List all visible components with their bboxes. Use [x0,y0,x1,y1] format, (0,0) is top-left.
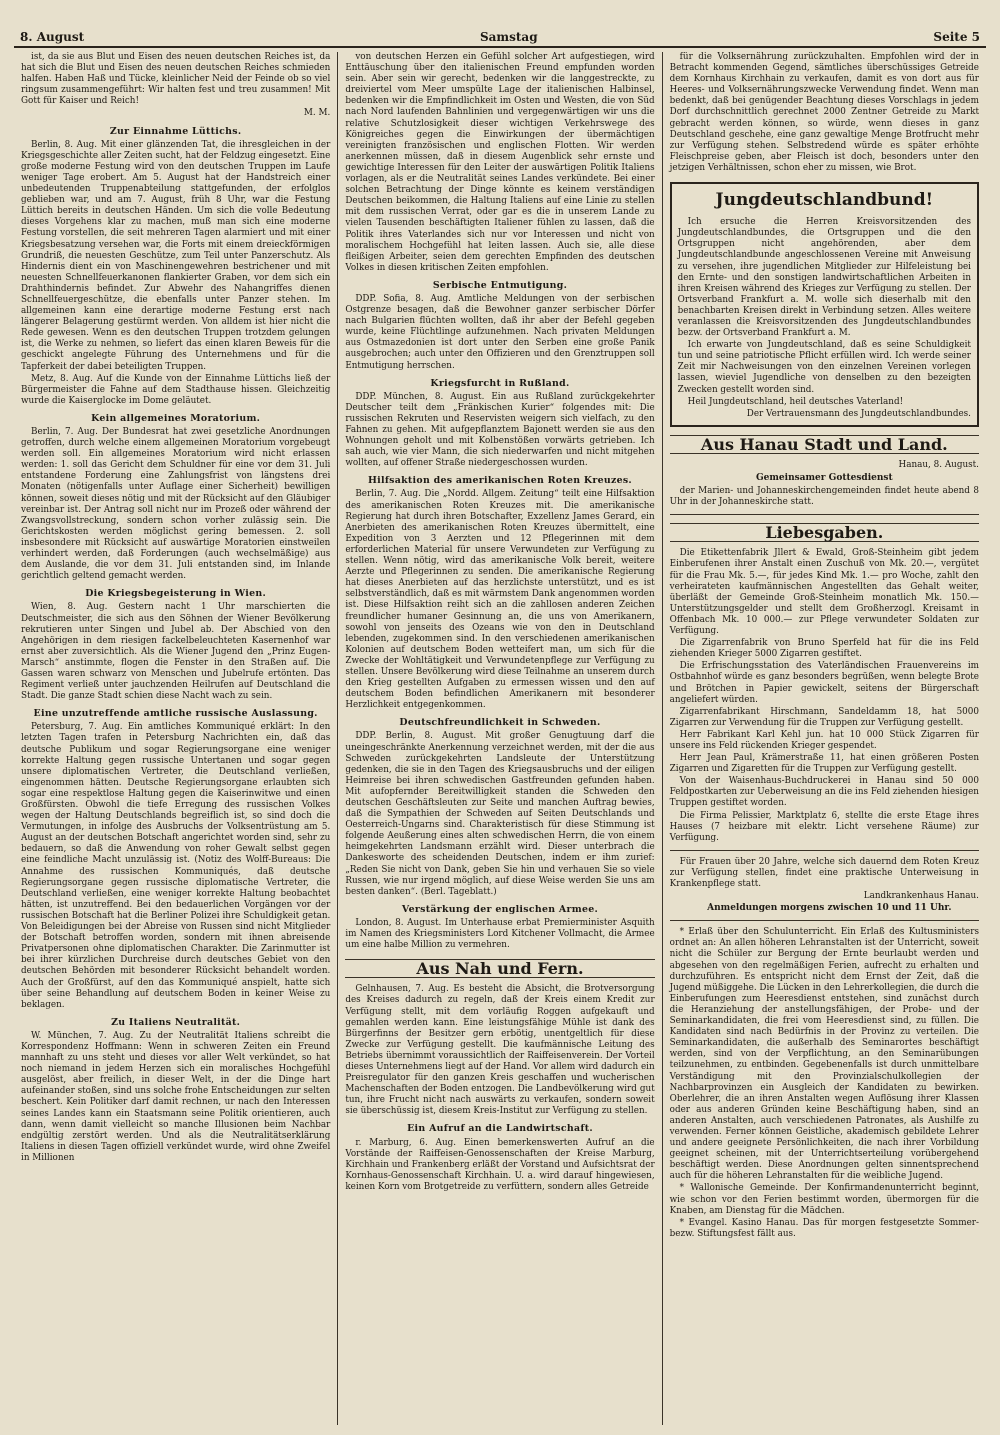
notice-text: Ich erwarte von Jungdeutschland, daß es seine Schuldigkeit tun und seine patriotische Pflicht erfüllen wird. Ich werde seiner Zeit mir Nachweisungen von den einzelnen Vereinen vorlegen lassen, wieviel Jugendliche von denselben zu den bezeigten Zwecken gestellt worden sind. [677,340,971,395]
headline-russland: Kriegsfurcht in Rußland. [430,377,570,389]
headline-italien: Zu Italiens Neutralität. [111,1016,241,1028]
column-1 [14,52,337,1425]
divider [670,514,979,515]
article-text: Von der Waisenhaus-Buchdruckerei in Hanau sind 50 000 Feldpostkarten zur Ueberweisung an die ins Feld ziehenden hiesigen Truppen gestiftet worden. [669,776,979,809]
section-title-hanau: Aus Hanau Stadt und Land. [670,435,979,454]
article-text: Berlin, 7. Aug. Der Bundesrat hat zwei gesetzliche Anordnungen getroffen, durch welche einem allgemeinen Moratorium vorgebeugt werden soll. Ein allgemeines Moratorium wird nicht erlassen werden: 1. soll das Gericht dem Schuldner für eine vor dem 31. Juli entstandene Forderung eine Zahlungsfrist von längstens drei Monaten (nötigenfalls unter Auflage einer Sicherheit) bewilligen können, soweit dieses nötig und mit der Rücksicht auf den Gläubiger vereinbar ist. Der Antrag soll nicht nur im Prozeß oder während der Zwangsvollstreckung, sondern schon vorher zulässig sein. Die Gerichtskosten werden möglichst gering bemessen. 2. soll insbesondere mit Rücksicht auf auswärtige Moratorien einstweilen verhindert werden, daß Forderungen (auch wechselmäßige) aus dem Auslande, die vor dem 31. Juli entstanden sind, im Inlande gerichtlich geltend gemacht werden. [21,427,331,582]
headline-moratorium: Kein allgemeines Moratorium. [91,412,261,424]
article-note: Anmeldungen morgens zwischen 10 und 11 Uhr. [707,903,952,914]
article-text: * Erlaß über den Schulunterricht. Ein Erlaß des Kultusministers ordnet an: An allen höheren Lehranstalten ist der Unterricht, soweit nicht die Schüler zur Bergung der Ernte beurlaubt werden und abgesehen von den regelmäßigen Ferien, aufrecht zu erhalten und durchzuführen. Es entspricht nicht dem Ernst der Zeit, daß die Jugend müßiggehe. Die Lücken in den Lehrerkollegien, die durch die Einberufungen zum Heeresdienst entstehen, sind zunächst durch die Heranziehung der anstellungsfähigen, der Probe- und der Seminarkandidaten, die frei vom Heeresdienst sind, zu füllen. Die Kandidaten sind nach Bedürfnis in der Provinz zu verteilen. Die Seminarkandidaten, die außerhalb des Seminarortes beschäftigt werden, sind von der Verpflichtung, an den Seminarübungen teilzunehmen, zu entbinden. Gegebenenfalls ist durch unmittelbare Verständigung mit den Provinzialschulkollegien der Nachbarprovinzen ein Ausgleich der Kandidaten zu bewirken. Oberlehrer, die an ihren Anstalten wegen Auflösung ihrer Klassen oder aus anderen Gründen keine Beschäftigung haben, sind an anderen Anstalten, auch verschiedenen Patronates, als Aushilfe zu verwenden. Ferner können Geistliche, akademisch gebildete Lehrer und andere geeignete Persönlichkeiten, die nach ihrer Vorbildung geeignet scheinen, mit der Unterrichtserteilung vorübergehend beschäftigt werden. Diese Anordnungen gelten sinnentsprechend auch für die höheren Lehranstalten für die weibliche Jugend. [669,927,979,1182]
article-text: Herr Fabrikant Karl Kehl jun. hat 10 000 Stück Zigarren für unsere ins Feld rückenden Krieger gespendet. [669,729,979,751]
article-text: DDP. Berlin, 8. August. Mit großer Genugtuung darf die uneingeschränkte Anerkennung verzeichnet werden, mit der die aus Schweden zurückgekehrten Landsleute der Unterstützung gedenken, die sie in den Tagen des Kriegsausbruchs und der eiligen Heimreise bei ihren schwedischen Gastfreunden gefunden haben. Mit aufopfernder Bereitwilligkeit standen die Schweden den deutschen Geschäftsleuten zur Seite und manchen Auftrag bewies, daß die Sympathien der Schweden auf Seiten Deutschlands und Oesterreich-Ungarns sind. Charakteristisch für diese Stimmung ist folgende Aeußerung eines alten schwedischen Herrn, die von einem heimgekehrten Landsmann erzählt wird. Dieser unterbrach die Dankesworte des scheidenden Deutschen, indem er ihm zurief: „Reden Sie nicht von Dank, geben Sie hin und verhauen Sie so viele Russen, wie nur irgend möglich, auf diese Weise werden Sie uns am besten danken“. (Berl. Tageblatt.) [345,731,655,897]
article-text: DDP. Sofia, 8. Aug. Amtliche Meldungen von der serbischen Ostgrenze besagen, daß die Bewohner ganzer serbischer Dörfer nach Bulgarien flüchten wollten, daß ihr aber der Befehl gegeben wurde, keine Flüchtlinge aufzunehmen. Nach privaten Meldungen aus Ostmazedonien ist dort unter den Serben eine große Panik ausgebrochen; auch unter den Offizieren und den Grenztruppen soll Entmutigung herrschen. [345,293,655,371]
divider [670,850,979,851]
article-text: Wien, 8. Aug. Gestern nacht 1 Uhr marschierten die Deutschmeister, die sich aus den Söhnen der Wiener Bevölkerung rekrutieren unter Singen und Jubel ab. Der Abschied von den Angehörigen in dem riesigen fackelbeleuchteten Kasernenhof war ernst aber zuversichtlich. Als die Wiener Jugend den „Prinz Eugen-Marsch“ anstimmte, flogen die Fenster in den Straßen auf. Die Gassen waren schwarz von Menschen und Jubelrufe ertönten. Das Regiment verließ unter jauchzenden Heilrufen auf Deutschland die Stadt. Die ganze Stadt schien diese Nacht wach zu sein. [21,602,331,702]
notice-box-jungdeutschland [670,182,979,427]
article-text: Die Zigarrenfabrik von Bruno Sperfeld hat für die ins Feld ziehenden Krieger 5000 Zigarren gestiftet. [669,638,979,660]
article-text: London, 8. August. Im Unterhause erbat Premierminister Asquith im Namen des Kriegsministers Lord Kitchener Vollmacht, die Armee um eine halbe Million zu vermehren. [345,917,655,951]
page-header [14,26,986,48]
notice-text: Ich ersuche die Herren Kreisvorsitzenden des Jungdeutschlandbundes, die Ortsgruppen und die den Ortsgruppen nicht angehörenden, aber dem Jungdeutschlandbunde angeschlossenen Vereine mit Anweisung zu versehen, ihre jugendlichen Mitglieder zur Hilfeleistung bei den Ernte- und den sonstigen landwirtschaftlichen Arbeiten in ihren Kreisen während des Krieges zur Verfügung zu stellen. Der Ortsverband Frankfurt a. M. wolle sich dieserhalb mit den benachbarten Kreisen direkt in Verbindung setzen. Alles weitere veranlassen die Kreisvorsitzenden des Jungdeutschlandbundes bezw. der Ortsverband Frankfurt a. M. [677,217,971,339]
article-text: Petersburg, 7. Aug. Ein amtliches Kommuniqué erklärt: In den letzten Tagen trafen in Petersburg Nachrichten ein, daß das deutsche Publikum und sogar Regierungsorgane eine weniger korrekte Haltung gegen russische Untertanen und sogar gegen unsere diplomatischen Vertreter, die Deutschland verließen, eingenommen hätten. Deutsche Regierungsorgane erlaubten sich sogar eine respektlose Haltung gegen die Kaiserinwitwe und einen Großfürsten. Obwohl die tiefe Erregung des russischen Volkes wegen der Haltung Deutschlands begreiflich ist, so sind doch die Vermutungen, in infolge des Ausbruchs der Volksentrüstung am 5. August an der deutschen Botschaft angerichtet worden sind, sehr zu bedauern, so daß die Anwendung von roher Gewalt selbst gegen eine feindliche Macht unzulässig ist. (Notiz des Wolff-Bureaus: Die Annahme des russischen Kommuniqués, daß deutsche Regierungsorgane gegen russische diplomatische Vertreter, die Deutschland verließen, eine weniger korrekte Haltung beobachtet hätten, ist unzutreffend. Bei den bedauerlichen Vorgängen vor der russischen Botschaft hat die Berliner Polizei ihre Schuldigkeit getan. Von Beleidigungen bei der Abreise von Russen sind nicht Mitglieder der Botschaft betroffen worden, sondern mit ihnen abreisende Privatpersonen ohne diplomatischen Charakter. Die Zarinmutter ist bei ihrer kürzlichen Durchreise durch deutsches Gebiet von den deutschen Behörden mit besonderer Rücksicht behandelt worden. Auch der Großfürst, auf den das Kommuniqué anspielt, hatte sich über seine Behandlung auf deutschem Boden in keiner Weise zu beklagen. [21,722,331,1010]
headline-gottesdienst: Gemeinsamer Gottesdienst [755,473,893,483]
article-text: Herr Jean Paul, Krämerstraße 11, hat einen größeren Posten Zigarren und Zigaretten für die Truppen zur Verfügung gestellt. [669,753,979,775]
article-text: Zigarrenfabrikant Hirschmann, Sandeldamm 18, hat 5000 Zigarren zur Verwendung für die Truppen zur Verfügung gestellt. [669,706,979,728]
article-text: Berlin, 8. Aug. Mit einer glänzenden Tat, die ihresgleichen in der Kriegsgeschichte aller Zeiten sucht, hat der Feldzug eingesetzt. Eine große moderne Festung wird von den deutschen Truppen im Laufe weniger Tage erobert. Am 5. August hat der Handstreich einer unbedeutenden Truppenabteilung stattgefunden, der erfolglos geblieben war, und am 7. August, früh 8 Uhr, war die Festung Lüttich bereits in deutschen Händen. Um sich die volle Bedeutung dieses Vorgehens klar zu machen, muß man sich eine moderne Festung vorstellen, die seit mehreren Tagen alarmiert und mit einer Kriegsbesatzung versehen war, die Forts mit einem dreieckförmigen Grundriß, die neuesten Geschütze, zum Teil unter Panzerschutz. Als Hindernis dient ein von Maschinengewehren bestrichener und mit neuesten Schnellfeuerkanonen flankierter Graben, vor dem sich ein Drahthindernis befindet. Zur Abwehr des Nahangriffes dienen Schnellfeuergeschütze, die ebenfalls unter Panzer stehen. Im allgemeinen kann eine derartige moderne Festung erst nach längerer Belagerung gestürmt werden. Von alldem ist hier nicht die Rede gewesen. Wenn es den deutschen Truppen trotzdem gelungen ist, die Werke zu nehmen, so liefert das einen klaren Beweis für die geschickt angelegte Führung des Unternehmens und für die Tapferkeit der dabei beteiligten Truppen. [21,139,331,372]
article-text: für die Volksernährung zurückzuhalten. Empfohlen wird der in Betracht kommenden Gegend, sämtliches überschüssiges Getreide dem Kornhaus Kirchhain zu verkaufen, damit es von dort aus für Heeres- und Volksernährungszwecke Verwendung findet. Wenn man bedenkt, daß bei genügender Beachtung dieses Vorschlags in jedem Dorf durchschnittlich gerechnet 2000 Zentner Getreide zu Markt gebracht werden können, so würde, wenn dieses in ganz Deutschland geschehe, eine ganz gewaltige Menge Brotfrucht mehr zur Verfügung stehen. Selbstredend würde es später erhöhte Fleischpreise geben, aber Fleisch ist doch, besonders unter den jetzigen Verhältnissen, schon eher zu missen, wie Brot. [669,52,979,173]
article-text: Metz, 8. Aug. Auf die Kunde von der Einnahme Lüttichs ließ der Bürgermeister die Fahne auf dem Stadthause hissen. Gleichzeitig wurde die Kaiserglocke im Dome geläutet. [21,373,331,406]
headline-russische-auslassung: Eine unzutreffende amtliche russische Auslassung. [33,708,318,720]
notice-title: Jungdeutschlandbund! [715,190,934,211]
section-title-nah-fern: Aus Nah und Fern. [345,959,654,978]
columns [14,52,986,1425]
headline-england: Verstärkung der englischen Armee. [401,903,599,915]
notice-signature: Der Vertrauensmann des Jungdeutschlandbundes. [746,408,971,419]
headline-serbien: Serbische Entmutigung. [432,279,568,291]
article-text: W. München, 7. Aug. Zu der Neutralität Italiens schreibt die Korrespondenz Hoffmann: Wenn in schweren Zeiten ein Freund mannhaft zu uns steht und dieses vor aller Welt verkündet, so hat noch niemand in jedem Herzen sich ein moralisches Hochgefühl ausgelöst, aber freilich, in dieser Welt, in der die Dinge hart aufeinander stoßen, sind uns solche frohe Entscheidungen zur selten beschert. Kein Politiker darf damit rechnen, ur nach den Interessen seines Landes kann ein Staatsmann seine Politik orientieren, auch dann, wenn damit vielleicht so manche Illusionen beim Nachbar endgültig zerstört werden. Und als die Neutralitätserklärung Italiens in diesen Tagen offiziell verkündet wurde, wird ohne Zweifel in Millionen [21,1030,331,1163]
headline-rotes-kreuz: Hilfsaktion des amerikanischen Roten Kreuzes. [367,475,632,487]
article-text: Die Etikettenfabrik Jllert & Ewald, Groß-Steinheim gibt jedem Einberufenen ihrer Anstalt einen Zuschuß von Mk. 20.—, vergütet für die Frau Mk. 5.—, für jedes Kind Mk. 1.— pro Woche, zahlt den verheirateten kaufmännischen Angestellten das Gehalt weiter, überläßt der Gemeinde Groß-Steinheim monatlich Mk. 150.— Unterstützungsgelder und stellt dem Großherzogl. Kreisamt in Offenbach Mk. 10 000.— zur Pflege verwundeter Soldaten zur Verfügung. [669,548,979,637]
article-text: von deutschen Herzen ein Gefühl solcher Art aufgestiegen, wird Enttäuschung über den italienischen Freund empfunden worden sein. Aber sein wir gerecht, bedenken wir die langgestreckte, zu dreiviertel vom Meer umspülte Lage der italienischen Halbinsel, bedenken wir die Empfindlichkeit im Osten und Westen, die von Süd nach Nord laufenden Bahnlinien und vergegenwärtigen wir uns die relative Schutzlosigkeit dieser wichtigen Verkehrswege des Königreiches gegen die Einwirkungen der übermächtigen vereinigten französischen und englischen Flotten. Wir werden anerkennen müssen, daß in diesem Augenblick sehr ernste und gewichtige Interessen für den Leiter der auswärtigen Politik Italiens vorlagen, als er die Neutralität seines Landes verkündete. Bei einer solchen Betrachtung der Dinge könnte es keinem verständigen Deutschen beikommen, die Haltung Italiens auf eine Linie zu stellen mit dem russischen Verrat, oder gar es die in unserem Lande zu vielen Tausenden beschäftigten Italiener fühlen zu lassen, daß die Politik ihres Vaterlandes sich nur vor Interessen und nicht von moralischem Hochgefühl hat leiten lassen. Auch sie, alle diese fleißigen Arbeiter, seien dem gerechten Empfinden des deutschen Volkes in diesen kritischen Zeiten empfohlen. [345,52,655,273]
article-signature: Landkrankenhaus Hanau. [863,891,979,902]
column-3 [662,52,986,1425]
notice-text: Heil Jungdeutschland, heil deutsches Vaterland! [687,396,904,407]
section-dateline: Hanau, 8. August. [898,459,979,470]
article-text: Für Frauen über 20 Jahre, welche sich dauernd dem Roten Kreuz zur Verfügung stellen, findet eine praktische Unterweisung in Krankenpflege statt. [669,856,979,889]
header-day: Samstag [479,30,538,44]
article-text: Die Erfrischungsstation des Vaterländischen Frauenvereins im Ostbahnhof würde es ganz besonders begrüßen, wenn belegte Brote und Brötchen in Papier gewickelt, seitens der Bürgerschaft angeliefert würden. [669,661,979,705]
article-text: ist, da sie aus Blut und Eisen des neuen deutschen Reiches ist, da hat sich die Blut und Eisen des neuen deutschen Reiches schmieden halfen. Haben Haß und Tücke, kleinlicher Neid der Feinde ob so viel ringsum zusammengeführt: Wir halten fest und treu zusammen! Mit Gott für Kaiser und Reich! [21,52,331,107]
article-text: DDP. München, 8. August. Ein aus Rußland zurückgekehrter Deutscher teilt dem „Fränkischen Kurier“ folgendes mit: Die russischen Rekruten und Reservisten weigern sich vielfach, zu den Fahnen zu gehen. Mit aufgepflanztem Bajonett werden sie aus den Wohnungen geholt und mit Kolbenstößen vorwärts getrieben. Ich sah auch, wie vier Mann, die sich niederwarfen und nicht mitgehen wollten, auf offener Straße niedergeschossen wurden. [345,391,655,469]
article-text: Gelnhausen, 7. Aug. Es besteht die Absicht, die Brotversorgung des Kreises dadurch zu regeln, daß der Kreis einem Kredit zur Verfügung stellt, mit dem vorläufig Roggen aufgekauft und gemahlen werden kann. Eine leistungsfähige Mühle ist dank des Bürgerfinns der Besitzer gern erbötig, unentgeltlich für diese Zwecke zur Verfügung gestellt. Die kaufmännische Leitung des Betriebs übernimmt voraussichtlich der Raiffeisenverein. Der Vorteil dieses Unternehmens liegt auf der Hand. Vor allem wird dadurch ein Preisregulator für den ganzen Kreis geschaffen und wucherischen Machenschaften der Boden entzogen. Die Landbevölkerung wird gut tun, ihre Frucht nicht nach auswärts zu verkaufen, sondern soweit sie überschüssig ist, diesem Kreis-Institut zur Verfügung zu stellen. [345,984,655,1117]
article-text: Berlin, 7. Aug. Die „Nordd. Allgem. Zeitung“ teilt eine Hilfsaktion des amerikanischen Roten Kreuzes mit. Die amerikanische Regierung hat durch ihren Botschafter, Exzellenz James Gerard, ein Anerbieten des amerikanischen Roten Kreuzes übermittelt, eine Expedition von 3 Aerzten und 12 Pflegerinnen mit dem erforderlichen Material für unsere Verwundeten zur Verfügung zu stellen. Wenn nötig, wird das amerikanische Volk bereit, weitere Aerzte und Pflegerinnen zu senden. Die amerikanische Regierung hat dieses Anerbieten auf das herzlichste unterstützt, und es ist selbstverständlich, daß es mit wärmstem Dank angenommen worden ist. Diese Hilfsaktion reiht sich an die zahllosen anderen Zeichen freundlicher humaner Gesinnung an, die uns von Amerikanern, sowohl von jenseits des Ozeans wie von den in Deutschland lebenden, zugekommen sind. In den verschiedenen amerikanischen Kolonien auf deutschem Boden wetteifert man, um sich für die Zwecke der Wohltätigkeit und Verwundetenpflege zur Verfügung zu stellen. Unsere Bevölkerung wird diese Teilnahme an unserem durch den Krieg gestellten Aufgaben zu ermessen wissen und den auf deutschem Boden befindlichen Amerikanern mit besonderer Herzlichkeit entgegenkommen. [345,489,655,711]
article-text: * Wallonische Gemeinde. Der Konfirmandenunterricht beginnt, wie schon vor den Ferien bestimmt worden, übermorgen für die Knaben, am Dienstag für die Mädchen. [669,1183,979,1216]
headline-schweden: Deutschfreundlichkeit in Schweden. [399,717,601,729]
article-text: Die Firma Pelissier, Marktplatz 6, stellte die erste Etage ihres Hauses (7 heizbare mit elektr. Licht versehene Räume) zur Verfügung. [669,810,979,843]
article-text: r. Marburg, 6. Aug. Einen bemerkenswerten Aufruf an die Vorstände der Raiffeisen-Genossenschaften der Kreise Marburg, Kirchhain und Frankenberg erläßt der Vorstand und Aufsichtsrat der Kornhaus-Genossenschaft Kirchhain. U. a. wird darauf hingewiesen, keinen Korn vom Brotgetreide zu verfüttern, sondern alles Getreide [345,1137,655,1192]
article-signature: M. M. [303,108,331,119]
header-date: 8. August [20,30,85,44]
article-text: * Evangel. Kasino Hanau. Das für morgen festgesetzte Sommer- bezw. Stiftungsfest fällt aus. [669,1217,979,1239]
section-title-liebesgaben: Liebesgaben. [670,523,979,542]
headline-landwirtschaft: Ein Aufruf an die Landwirtschaft. [407,1123,593,1135]
column-2 [337,52,661,1425]
headline-wien: Die Kriegsbegeisterung in Wien. [85,588,267,600]
header-page-number: Seite 5 [933,30,980,44]
divider [670,920,979,921]
article-text: der Marien- und Johanneskirchengemeinden findet heute abend 8 Uhr in der Johanneskirche statt. [669,486,979,508]
headline-luettich: Zur Einnahme Lüttichs. [109,125,242,137]
